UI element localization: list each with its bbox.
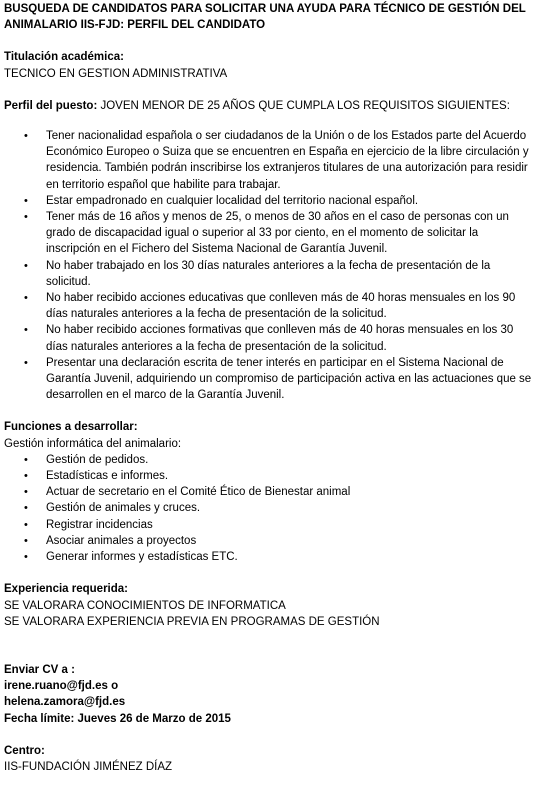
centro-value: IIS-FUNDACIÓN JIMÉNEZ DÍAZ xyxy=(4,760,173,773)
funciones-list xyxy=(4,452,542,565)
document-page xyxy=(4,0,542,775)
spacer xyxy=(4,646,542,662)
titulacion-label: Titulación académica: xyxy=(4,51,124,64)
requisito-text: Presentar una declaración escrita de tener interés en participar en el Sistema Nacional de Garantía Juvenil, adquiriendo un compromiso de participación activa en las actuaciones que se desarrollen en el marco de la Garantía Juvenil. xyxy=(46,356,532,402)
funcion-text: Actuar de secretario en el Comité Ético de Bienestar animal xyxy=(46,486,351,499)
bullet-icon: • xyxy=(24,292,28,305)
funcion-text: Estadísticas e informes. xyxy=(46,470,169,483)
document-title: BUSQUEDA DE CANDIDATOS PARA SOLICITAR UNA AYUDA PARA TÉCNICO DE GESTIÓN DEL ANIMALARIO IIS-FJD: PERFIL DEL CANDIDATO xyxy=(4,3,526,32)
list-item xyxy=(4,355,542,404)
titulacion-value: TECNICO EN GESTION ADMINISTRATIVA xyxy=(4,67,228,80)
bullet-icon: • xyxy=(24,470,28,483)
list-item xyxy=(4,549,542,565)
experiencia-line: SE VALORARA EXPERIENCIA PREVIA EN PROGRAMAS DE GESTIÓN xyxy=(4,615,380,628)
email-link[interactable]: helena.zamora@fjd.es xyxy=(4,696,126,709)
bullet-icon: • xyxy=(24,453,28,466)
funciones-intro: Gestión informática del animalario: xyxy=(4,437,182,450)
experiencia-label: Experiencia requerida: xyxy=(4,583,128,596)
bullet-icon: • xyxy=(24,324,28,337)
requisito-text: Estar empadronado en cualquier localidad del territorio nacional español. xyxy=(46,194,419,207)
requisito-text: Tener nacionalidad española o ser ciudadanos de la Unión o de los Estados parte del Acuerdo Económico Europeo o Suiza que se encuentren en España en ejercicio de la libre circulación y residencia. También podrán inscribirse los extranjeros titulares de una autorización para residir en territorio español que habilite para trabajar. xyxy=(46,130,529,191)
centro-label: Centro: xyxy=(4,744,45,757)
spacer xyxy=(4,82,542,98)
list-item xyxy=(4,193,542,209)
email-link[interactable]: irene.ruano@fjd.es o xyxy=(4,680,119,693)
bullet-icon: • xyxy=(24,551,28,564)
funcion-text: Gestión de pedidos. xyxy=(46,453,149,466)
list-item xyxy=(4,290,542,322)
bullet-icon: • xyxy=(24,211,28,224)
spacer xyxy=(4,403,542,419)
list-item xyxy=(4,209,542,258)
bullet-icon: • xyxy=(24,194,28,207)
list-item xyxy=(4,128,542,193)
funcion-text: Asociar animales a proyectos xyxy=(46,534,197,547)
bullet-icon: • xyxy=(24,259,28,272)
funcion-text: Registrar incidencias xyxy=(46,518,153,531)
list-item xyxy=(4,452,542,468)
requisito-text: No haber trabajado en los 30 días naturales anteriores a la fecha de presentación de la solicitud. xyxy=(46,259,491,288)
perfil-label: Perfil del puesto: xyxy=(4,99,98,112)
list-item xyxy=(4,322,542,354)
bullet-icon: • xyxy=(24,534,28,547)
contacto-label: Enviar CV a : xyxy=(4,663,75,676)
bullet-icon: • xyxy=(24,518,28,531)
spacer xyxy=(4,630,542,646)
perfil-line xyxy=(4,98,542,114)
list-item xyxy=(4,533,542,549)
funcion-text: Gestión de animales y cruces. xyxy=(46,502,201,515)
bullet-icon: • xyxy=(24,130,28,143)
deadline-text: Fecha límite: Jueves 26 de Marzo de 2015 xyxy=(4,712,231,725)
requisito-text: Tener más de 16 años y menos de 25, o menos de 30 años en el caso de personas con un grado de discapacidad igual o superior al 33 por ciento, en el momento de solicitar la inscripción en el Fichero del Sistema Nacional de Garantía Juvenil. xyxy=(46,211,509,256)
list-item xyxy=(4,517,542,533)
funciones-label: Funciones a desarrollar: xyxy=(4,421,138,434)
list-item xyxy=(4,500,542,516)
list-item xyxy=(4,484,542,500)
requisito-text: No haber recibido acciones educativas que conlleven más de 40 horas mensuales en los 90 días naturales anteriores a la fecha de presentación de la solicitud. xyxy=(46,292,516,321)
bullet-icon: • xyxy=(24,356,28,369)
spacer xyxy=(4,565,542,581)
experiencia-line: SE VALORARA CONOCIMIENTOS DE INFORMATICA xyxy=(4,599,286,612)
bullet-icon: • xyxy=(24,486,28,499)
list-item xyxy=(4,468,542,484)
perfil-value: JOVEN MENOR DE 25 AÑOS QUE CUMPLA LOS REQUISITOS SIGUIENTES: xyxy=(97,99,510,112)
list-item xyxy=(4,258,542,290)
spacer xyxy=(4,33,542,49)
funcion-text: Generar informes y estadísticas ETC. xyxy=(46,551,238,564)
spacer xyxy=(4,727,542,743)
bullet-icon: • xyxy=(24,502,28,515)
spacer xyxy=(4,114,542,122)
requisito-text: No haber recibido acciones formativas que conlleven más de 40 horas mensuales en los 30 días naturales anteriores a la fecha de presentación de la solicitud. xyxy=(46,324,514,353)
requisitos-list xyxy=(4,128,542,403)
